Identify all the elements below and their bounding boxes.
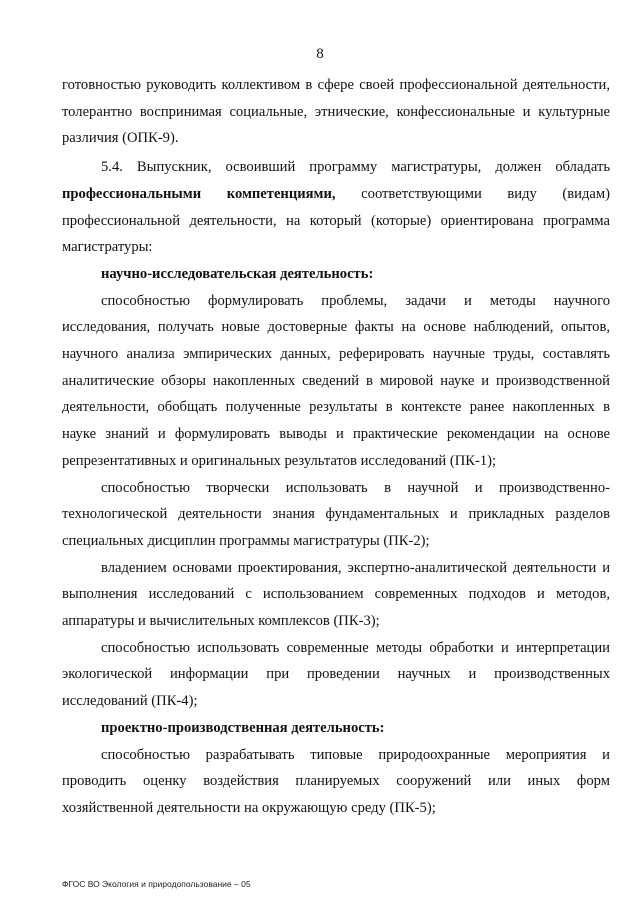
paragraph-5-4-rest: соответствующими виду (видам) профессиональной деятельности, на который (которые) ориентирована программа магистратуры: [62, 185, 610, 256]
page-number: 8 [316, 46, 324, 62]
paragraph-pk1: способностью формулировать проблемы, задачи и методы научного исследования, получать новые достоверные факты на основе наблюдений, опытов, научного анализа эмпирических данных, реферировать научные труды, составлять аналитические обзоры накопленных сведений в мировой науке и производственной деятельности, обобщать полученные результаты в контексте ранее накопленных в науке знаний и формулировать выводы и практические рекомендации на основе репрезентативных и оригинальных результатов исследований (ПК-1); [62, 292, 610, 469]
paragraph-5-4-intro: 5.4. Выпускник, освоивший программу магистратуры, должен обладать [101, 159, 610, 176]
paragraph-pk4: способностью использовать современные методы обработки и интерпретации экологической информации при проведении научных и производственных исследований (ПК-4); [62, 639, 610, 710]
paragraph-pk2: способностью творчески использовать в научной и производственно-технологической деятельности знания фундаментальных и прикладных разделов специальных дисциплин программы магистратуры (ПК-2); [62, 479, 610, 549]
section-heading-design-production: проектно-производственная деятельность: [101, 719, 385, 736]
page-body [62, 72, 610, 822]
paragraph-opk9-continuation: готовностью руководить коллективом в сфере своей профессиональной деятельности, толерантно воспринимая социальные, этнические, конфессиональные и культурные различия (ОПК-9). [62, 77, 610, 147]
paragraph-pk3: владением основами проектирования, экспертно-аналитической деятельности и выполнения исследований с использованием современных подходов и методов, аппаратуры и вычислительных комплексов (ПК-3); [62, 559, 610, 630]
paragraph-5-4-bold-term: профессиональными компетенциями, [62, 185, 336, 202]
paragraph-pk5: способностью разрабатывать типовые природоохранные мероприятия и проводить оценку воздействия планируемых сооружений или иных форм хозяйственной деятельности на окружающую среду (ПК-5); [62, 746, 610, 816]
page-footer: ФГОС ВО Экология и природопользование – 05 [62, 879, 251, 889]
paragraph-5-4 [62, 154, 610, 261]
section-heading-research: научно-исследовательская деятельность: [101, 265, 374, 282]
